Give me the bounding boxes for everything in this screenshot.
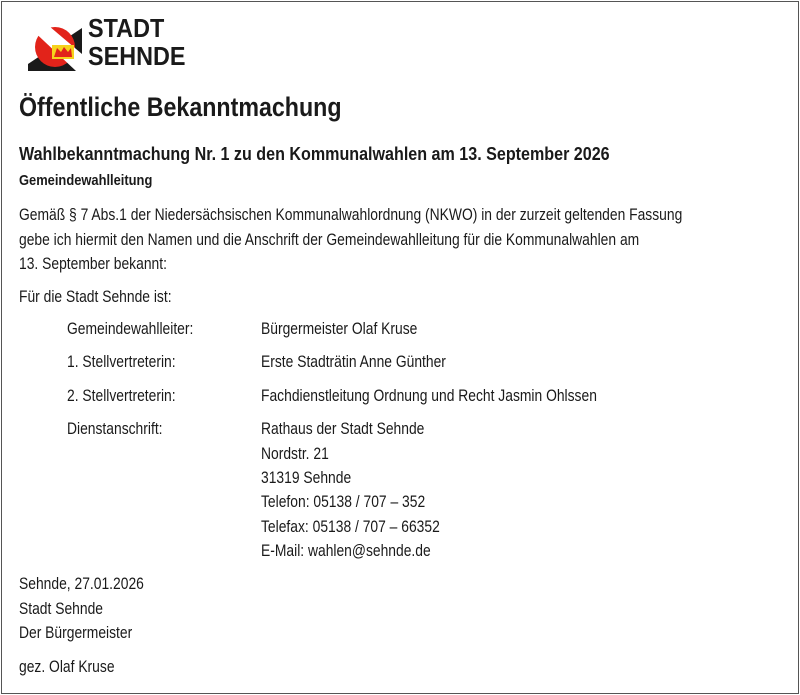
entry-value: Erste Stadträtin Anne Günther <box>261 353 446 371</box>
address-email: E-Mail: wahlen@sehnde.de <box>261 542 431 560</box>
entry-label: Gemeindewahlleiter: <box>67 320 194 338</box>
paragraph-line: gebe ich hiermit den Namen und die Anschrift der Gemeindewahlleitung für die Kommunalwahlen am <box>19 231 640 249</box>
signature-place-date: Sehnde, 27.01.2026 <box>19 575 144 593</box>
paragraph-line: 13. September bekannt: <box>19 255 167 273</box>
entry-label: 1. Stellvertreterin: <box>67 353 176 371</box>
logo-line-2: SEHNDE <box>88 41 186 71</box>
paragraph-line: Gemäß § 7 Abs.1 der Niedersächsischen Kommunalwahlordnung (NKWO) in der zurzeit geltenden Fassung <box>19 206 683 224</box>
entry-value: Bürgermeister Olaf Kruse <box>261 320 418 338</box>
page-subtitle: Wahlbekanntmachung Nr. 1 zu den Kommunalwahlen am 13. September 2026 <box>19 143 610 164</box>
page-title: Öffentliche Bekanntmachung <box>19 92 342 122</box>
section-title: Gemeindewahlleitung <box>19 172 153 189</box>
signature-role: Der Bürgermeister <box>19 624 133 642</box>
logo-line-1: STADT <box>88 13 165 43</box>
signature-signed: gez. Olaf Kruse <box>19 658 115 676</box>
entry-label: Dienstanschrift: <box>67 420 163 438</box>
intro-text: Für die Stadt Sehnde ist: <box>19 288 172 306</box>
entry-value: Rathaus der Stadt Sehnde <box>261 420 425 438</box>
address-line: Telefon: 05138 / 707 – 352 <box>261 493 426 511</box>
address-line: 31319 Sehnde <box>261 469 352 487</box>
entry-value: Fachdienstleitung Ordnung und Recht Jasmin Ohlssen <box>261 387 597 405</box>
address-line: Nordstr. 21 <box>261 445 329 463</box>
entry-label: 2. Stellvertreterin: <box>67 387 176 405</box>
logo-wordmark <box>88 14 186 70</box>
signature-org: Stadt Sehnde <box>19 600 103 618</box>
address-line: Telefax: 05138 / 707 – 66352 <box>261 518 440 536</box>
